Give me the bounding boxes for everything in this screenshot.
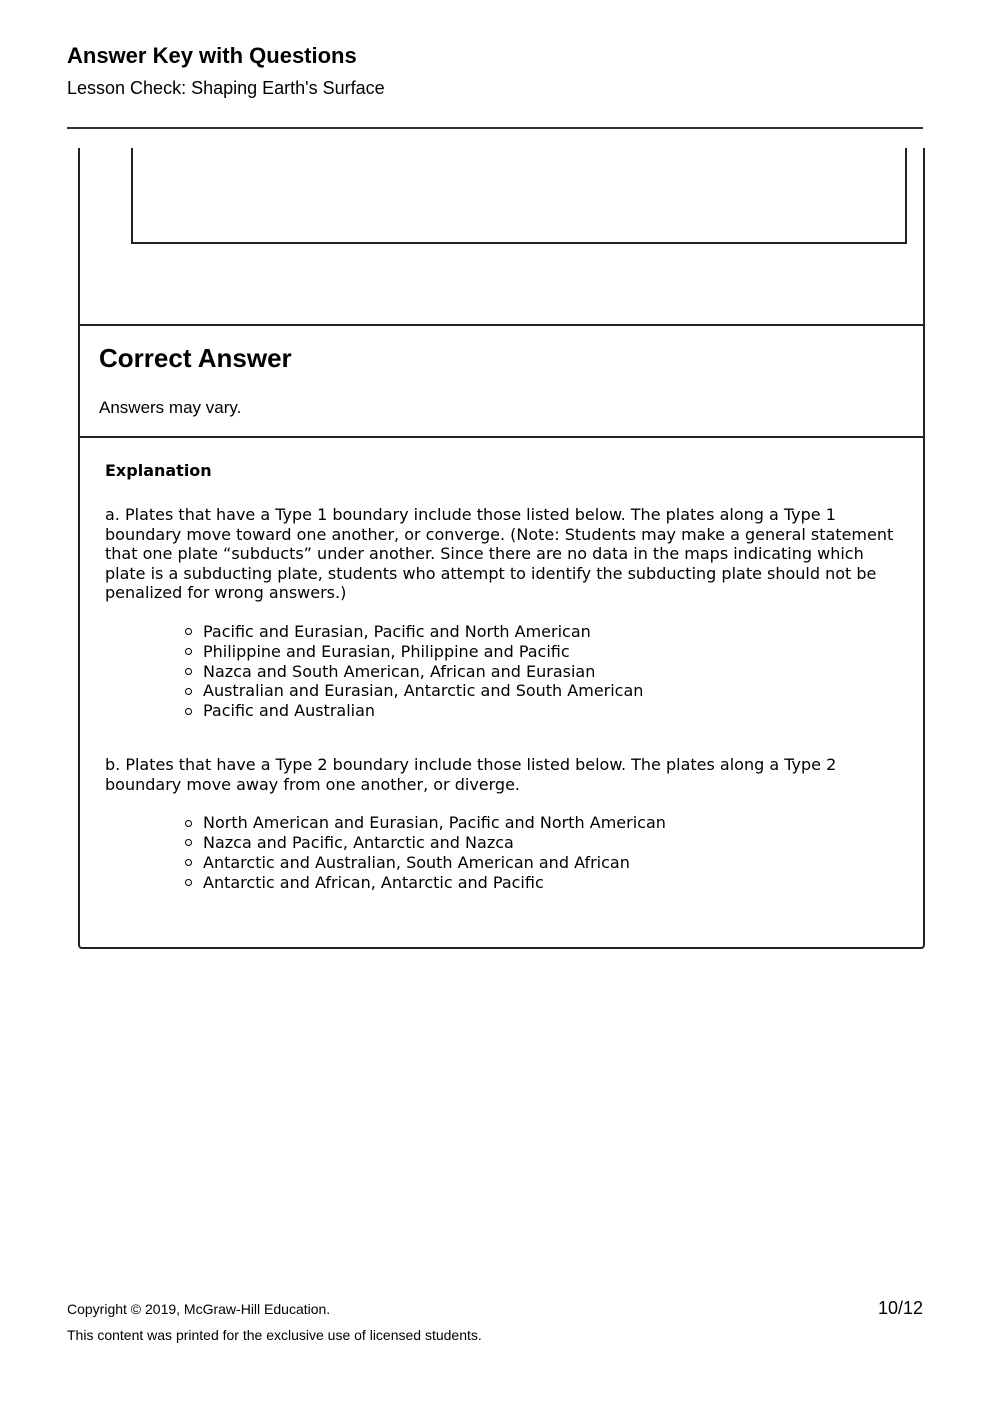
type-2-plate-list xyxy=(105,813,905,892)
question-card xyxy=(78,148,925,949)
page-title: Answer Key with Questions xyxy=(67,43,357,68)
explanation-label: Explanation xyxy=(105,461,212,480)
correct-answer-heading: Correct Answer xyxy=(99,343,292,373)
list-item: Antarctic and Australian, South American and African xyxy=(179,853,905,873)
list-item: Philippine and Eurasian, Philippine and Pacific xyxy=(179,642,905,662)
lesson-subtitle: Lesson Check: Shaping Earth's Surface xyxy=(67,78,385,98)
circle-bullet-icon xyxy=(185,648,192,655)
circle-bullet-icon xyxy=(185,628,192,635)
correct-answer-text: Answers may vary. xyxy=(99,398,242,417)
circle-bullet-icon xyxy=(185,820,192,827)
list-item: North American and Eurasian, Pacific and North American xyxy=(179,813,905,833)
list-item: Pacific and Australian xyxy=(179,701,905,721)
circle-bullet-icon xyxy=(185,688,192,695)
copyright-notice: Copyright © 2019, McGraw-Hill Education. xyxy=(67,1301,331,1317)
circle-bullet-icon xyxy=(185,668,192,675)
card-divider xyxy=(80,436,923,438)
list-item: Nazca and South American, African and Eurasian xyxy=(179,662,905,682)
explanation-section xyxy=(105,461,905,926)
license-notice: This content was printed for the exclusive use of licensed students. xyxy=(67,1327,482,1343)
header-divider xyxy=(67,127,923,129)
explanation-part-b: b. Plates that have a Type 2 boundary include those listed below. The plates along a Type 2 boundary move away from one another, or diverge. xyxy=(105,754,837,794)
card-divider xyxy=(80,324,923,326)
page-number: 10/12 xyxy=(877,1298,923,1318)
explanation-part-a: a. Plates that have a Type 1 boundary include those listed below. The plates along a Type 1 boundary move toward one another, or converge. (Note: Students may make a general statement that one plate “subducts” under another. Since there are no data in the maps indicating which plate is a subducting plate, students who attempt to identify the subducting plate should not be penalized for wrong answers.) xyxy=(105,505,894,603)
list-item: Australian and Eurasian, Antarctic and South American xyxy=(179,681,905,701)
list-item: Nazca and Pacific, Antarctic and Nazca xyxy=(179,833,905,853)
type-1-plate-list xyxy=(105,622,905,721)
circle-bullet-icon xyxy=(185,839,192,846)
circle-bullet-icon xyxy=(185,708,192,715)
response-box xyxy=(131,148,907,244)
list-item: Antarctic and African, Antarctic and Pacific xyxy=(179,873,905,893)
circle-bullet-icon xyxy=(185,859,192,866)
circle-bullet-icon xyxy=(185,879,192,886)
list-item: Pacific and Eurasian, Pacific and North American xyxy=(179,622,905,642)
